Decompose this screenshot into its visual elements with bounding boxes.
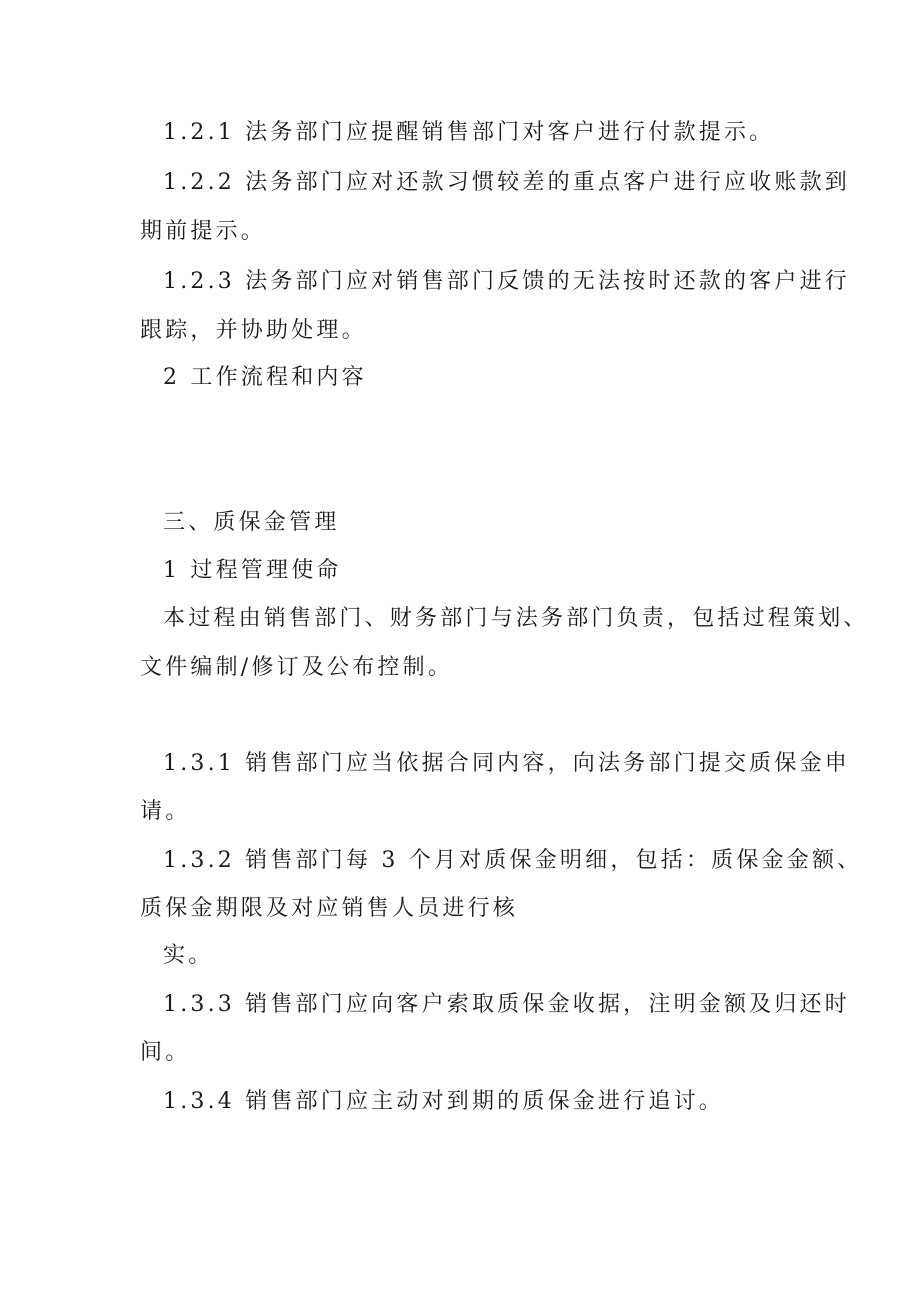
text-line-mission: 本过程由销售部门、财务部门与法务部门负责，包括过程策划、: [163, 606, 869, 631]
text-line-1-2-3-cont: 跟踪，并协助处理。: [140, 318, 367, 343]
text-line-1-3-4: 1.3.4 销售部门应主动对到期的质保金进行追讨。: [163, 1089, 724, 1114]
text-line-1-3-3-cont: 间。: [140, 1040, 191, 1065]
text-line-1-2-1: 1.2.1 法务部门应提醒销售部门对客户进行付款提示。: [163, 120, 775, 145]
section-heading-mission: 1 过程管理使命: [163, 558, 342, 583]
text-line-1-2-2: 1.2.2 法务部门应对还款习惯较差的重点客户进行应收账款到: [163, 170, 850, 195]
text-line-1-3-2-end: 实。: [163, 943, 214, 968]
text-line-1-3-2: 1.3.2 销售部门每 3 个月对质保金明细，包括：质保金金额、: [163, 848, 863, 873]
text-line-1-3-3: 1.3.3 销售部门应向客户索取质保金收据，注明金额及归还时: [163, 992, 850, 1017]
section-heading-workflow: 2 工作流程和内容: [163, 365, 367, 390]
chapter-heading-warranty: 三、质保金管理: [163, 510, 340, 535]
text-line-1-3-1: 1.3.1 销售部门应当依据合同内容，向法务部门提交质保金申: [163, 751, 850, 776]
text-line-1-3-1-cont: 请。: [140, 799, 191, 824]
text-line-1-2-2-cont: 期前提示。: [140, 219, 267, 244]
text-line-1-2-3: 1.2.3 法务部门应对销售部门反馈的无法按时还款的客户进行: [163, 269, 850, 294]
text-line-mission-cont: 文件编制/修订及公布控制。: [140, 655, 454, 680]
text-line-1-3-2-cont: 质保金期限及对应销售人员进行核: [140, 896, 519, 921]
